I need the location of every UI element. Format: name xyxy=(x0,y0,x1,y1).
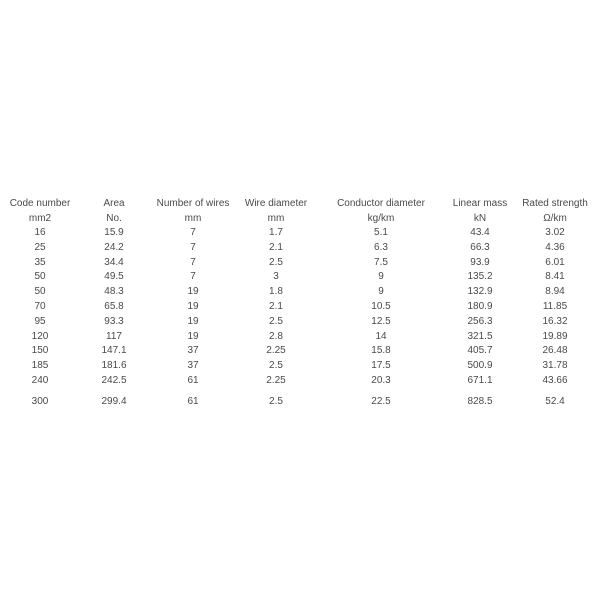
table-cell: 500.9 xyxy=(467,360,493,372)
table-cell: 7 xyxy=(190,271,196,283)
table-cell: 2.25 xyxy=(266,345,286,357)
table-cell: 31.78 xyxy=(542,360,568,372)
table-body xyxy=(4,226,594,415)
table-cell: 12.5 xyxy=(371,315,391,327)
table-cell: 3.02 xyxy=(545,227,565,238)
table-cell: 22.5 xyxy=(371,395,391,407)
table-cell: 35 xyxy=(34,256,46,268)
unit-cell: mm2 xyxy=(28,213,52,224)
table-cell: 185 xyxy=(31,360,49,372)
table-cell: 70 xyxy=(34,300,46,312)
table-cell: 65.8 xyxy=(104,300,124,312)
table-cell: 15.8 xyxy=(371,345,391,357)
table-cell: 61 xyxy=(187,374,199,386)
table-cell: 299.4 xyxy=(101,395,127,407)
table-cell: 181.6 xyxy=(101,360,127,372)
table-row xyxy=(4,285,594,300)
table-cell: 25 xyxy=(34,241,46,253)
header-wire-diameter: Wire diameter xyxy=(244,198,308,209)
table-cell: 95 xyxy=(34,315,46,327)
table-cell: 120 xyxy=(31,330,49,342)
table-cell: 828.5 xyxy=(467,395,493,407)
table-row xyxy=(4,344,594,359)
table-row xyxy=(4,241,594,256)
table-cell: 300 xyxy=(31,395,49,407)
table-cell: 10.5 xyxy=(371,300,391,312)
table-cell: 48.3 xyxy=(104,286,124,298)
table-row xyxy=(4,359,594,374)
table-cell: 19 xyxy=(187,330,199,342)
table-cell: 5.1 xyxy=(374,227,388,238)
table-cell: 49.5 xyxy=(104,271,124,283)
table-cell: 93.9 xyxy=(470,256,490,268)
table-cell: 6.01 xyxy=(545,256,565,268)
table-cell: 14 xyxy=(375,330,387,342)
header-number-of-wires: Number of wires xyxy=(156,198,230,209)
table-cell: 8.94 xyxy=(545,286,565,298)
table-cell: 2.5 xyxy=(269,395,283,407)
table-cell: 7.5 xyxy=(374,256,388,268)
table-row xyxy=(4,315,594,330)
table-row xyxy=(4,300,594,315)
table-cell: 405.7 xyxy=(467,345,493,357)
table-cell: 61 xyxy=(187,395,199,407)
table-cell: 43.4 xyxy=(470,227,490,238)
table-cell: 242.5 xyxy=(101,374,127,386)
table-cell: 19 xyxy=(187,315,199,327)
table-cell: 19 xyxy=(187,286,199,298)
table-cell: 19 xyxy=(187,300,199,312)
table-cell: 7 xyxy=(190,256,196,268)
table-row xyxy=(4,226,594,241)
unit-cell: mm xyxy=(267,213,285,224)
unit-row xyxy=(4,212,594,226)
table-cell: 2.8 xyxy=(269,330,283,342)
table-cell: 50 xyxy=(34,286,46,298)
table-cell: 132.9 xyxy=(467,286,493,298)
table-cell: 180.9 xyxy=(467,300,493,312)
table-cell: 34.4 xyxy=(104,256,124,268)
table-cell: 135.2 xyxy=(467,271,493,283)
table-cell: 2.25 xyxy=(266,374,286,386)
header-conductor-diameter: Conductor diameter xyxy=(337,198,425,209)
table-cell: 20.3 xyxy=(371,374,391,386)
table-cell: 8.41 xyxy=(545,271,565,283)
table-row xyxy=(4,374,594,389)
table-cell: 256.3 xyxy=(467,315,493,327)
table-cell: 19.89 xyxy=(542,330,568,342)
unit-cell: kg/km xyxy=(367,213,395,224)
table-cell: 2.1 xyxy=(269,241,283,253)
table-cell: 24.2 xyxy=(104,241,124,253)
table-cell: 2.5 xyxy=(269,256,283,268)
table-cell: 66.3 xyxy=(470,241,490,253)
table-cell: 52.4 xyxy=(545,395,565,407)
table-cell: 117 xyxy=(106,330,122,342)
table-cell: 37 xyxy=(187,360,199,372)
table-cell: 321.5 xyxy=(467,330,493,342)
table-cell: 50 xyxy=(34,271,46,283)
conductor-spec-table xyxy=(4,196,594,415)
table-cell: 1.7 xyxy=(269,227,283,238)
table-cell: 2.5 xyxy=(269,360,283,372)
header-code-number: Code number xyxy=(9,198,71,209)
table-cell: 9 xyxy=(378,286,384,298)
table-cell: 7 xyxy=(190,241,196,253)
table-cell: 2.1 xyxy=(269,300,283,312)
table-cell: 9 xyxy=(378,271,384,283)
table-cell: 2.5 xyxy=(269,315,283,327)
table-row xyxy=(4,256,594,271)
header-area: Area xyxy=(103,198,125,209)
table-cell: 15.9 xyxy=(104,227,124,238)
table-cell: 26.48 xyxy=(542,345,568,357)
table-cell: 671.1 xyxy=(467,374,493,386)
table-cell: 147.1 xyxy=(101,345,127,357)
unit-cell: Ω/km xyxy=(543,213,567,224)
table-cell: 17.5 xyxy=(371,360,391,372)
unit-cell: No. xyxy=(106,213,122,224)
table-cell: 43.66 xyxy=(542,374,568,386)
table-cell: 4.36 xyxy=(545,241,565,253)
header-linear-mass: Linear mass xyxy=(452,198,508,209)
table-cell: 240 xyxy=(31,374,49,386)
header-rated-strength: Rated strength xyxy=(522,198,588,209)
table-cell: 93.3 xyxy=(104,315,124,327)
table-cell: 37 xyxy=(187,345,199,357)
table-row xyxy=(4,330,594,345)
table-row xyxy=(4,389,594,415)
unit-cell: kN xyxy=(473,213,487,224)
header-row xyxy=(4,196,594,212)
table-cell: 7 xyxy=(190,227,196,238)
table-cell: 11.85 xyxy=(542,300,568,312)
table-row xyxy=(4,270,594,285)
table-cell: 16 xyxy=(34,227,46,238)
table-cell: 16.32 xyxy=(542,315,568,327)
table-cell: 6.3 xyxy=(374,241,388,253)
unit-cell: mm xyxy=(184,213,202,224)
table-cell: 150 xyxy=(31,345,49,357)
table-cell: 3 xyxy=(273,271,279,283)
table-cell: 1.8 xyxy=(269,286,283,298)
